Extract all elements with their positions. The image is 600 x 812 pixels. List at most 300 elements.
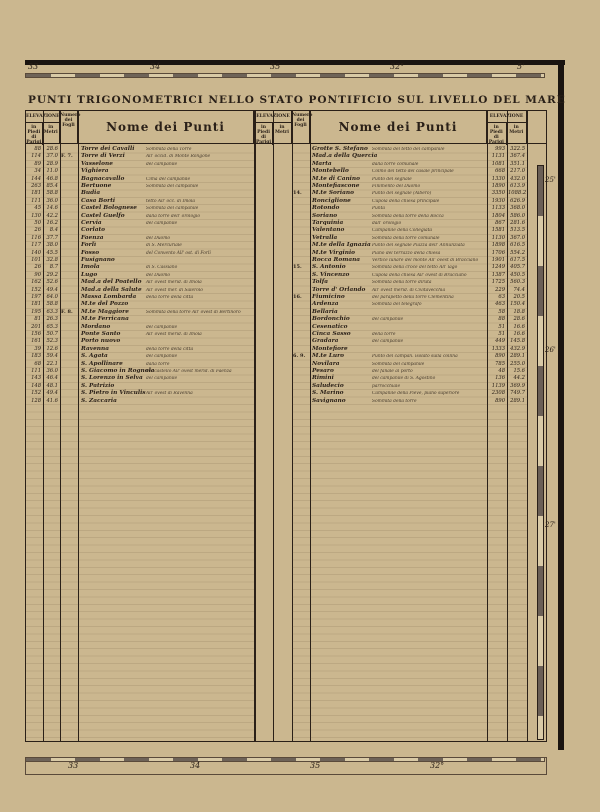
piedi-value: 1249 [491, 264, 505, 271]
metri-value: 749.7 [510, 390, 525, 397]
table-row [292, 375, 527, 382]
foglio-number: F. 7. [61, 153, 73, 160]
piedi-value: 143 [31, 375, 41, 382]
scale-label: 34 [150, 62, 161, 71]
piedi-value: 88 [498, 316, 505, 323]
metri-value: 513.5 [510, 227, 525, 234]
point-name: Saludecio [312, 382, 344, 389]
point-name: Torre d' Orlando [312, 286, 366, 293]
point-note: parrocchiale [372, 383, 401, 389]
metri-value: 49.4 [46, 390, 58, 397]
piedi-value: 162 [31, 279, 41, 286]
point-note: del campanile [372, 339, 404, 345]
table-row [292, 183, 527, 190]
point-name: S. Zaccaria [81, 397, 117, 404]
table-row [26, 183, 254, 190]
right-column-rows [292, 146, 527, 739]
metri-value: 281.6 [510, 220, 525, 226]
piedi-value: 1131 [491, 153, 505, 160]
table-row [26, 361, 254, 368]
point-name: Bordonchio [312, 316, 350, 323]
table-row [292, 153, 527, 160]
point-note: del Duomo [146, 235, 171, 241]
point-name: Bagnacavallo [81, 175, 125, 182]
table-row [26, 316, 254, 323]
metri-value: 42.2 [46, 212, 58, 219]
metri-value: 450.5 [510, 271, 525, 278]
point-note: All' ovest merid. di Imola [146, 280, 202, 286]
metri-value: 46.4 [46, 375, 58, 382]
table-row [26, 257, 254, 264]
metri-value: 369.9 [510, 382, 525, 389]
point-note: Punta [372, 206, 385, 212]
metri-value: 28.6 [513, 316, 525, 323]
table-row [26, 272, 254, 279]
point-note: Sommità della torre comunale [372, 235, 440, 241]
point-name: Rocca Romana [312, 257, 361, 263]
point-name: Montefiascone [312, 183, 360, 189]
piedi-value: 1706 [491, 249, 505, 256]
point-note: Sommità del campanile [146, 206, 199, 212]
piedi-value: 111 [31, 197, 41, 204]
point-name: Vetralla [312, 234, 338, 241]
table-row [292, 272, 527, 279]
table-row [292, 264, 527, 271]
point-name: Fosso [81, 249, 100, 256]
point-name: Torre di Verzi [81, 153, 125, 160]
piedi-value: 668 [495, 168, 505, 175]
point-name: Rotondo [312, 205, 340, 212]
point-name: Rimini [312, 375, 334, 382]
scale-label: 35 [270, 62, 281, 71]
point-name: M.te Ferricana [81, 316, 129, 323]
piedi-value: 140 [31, 249, 41, 256]
metri-value: 289.1 [510, 353, 525, 360]
table-row [292, 235, 527, 242]
point-name: Gradara [312, 338, 339, 345]
point-note: del parapetto della torre Clementina [372, 295, 454, 300]
table-row [292, 198, 527, 205]
table-header [26, 111, 546, 144]
metri-value: 8.4 [49, 227, 58, 234]
foglio-number: 15. [293, 264, 302, 271]
metri-value: 44.2 [513, 375, 525, 382]
piedi-value: 1133 [491, 205, 505, 212]
point-note: della torre [372, 332, 396, 337]
table-row [292, 361, 527, 368]
point-note: All' ovest di Ravenna [146, 391, 193, 397]
metri-value: 554.2 [510, 249, 525, 256]
piedi-value: 3350 [491, 190, 505, 197]
point-note: Vertice lunare del monte All' ovest di Bracciano [372, 258, 479, 263]
scale-label: 32° [430, 761, 445, 770]
point-note: Punto del segnale (Albero) [372, 191, 432, 197]
piedi-value: 68 [34, 360, 41, 367]
piedi-value: 152 [31, 286, 41, 293]
point-note: dalla torre [146, 361, 170, 367]
table-row [292, 294, 527, 301]
metri-value: 28.6 [46, 146, 58, 152]
piedi-value: 51 [498, 331, 505, 337]
piedi-value: 449 [495, 338, 505, 345]
table-row [292, 338, 527, 345]
piedi-value: 195 [31, 308, 41, 315]
point-note: dall' orologio [372, 221, 402, 226]
piedi-value: 867 [495, 220, 505, 226]
piedi-value: 144 [31, 175, 41, 182]
point-note: del campanile [146, 221, 178, 226]
point-name: Vasselone [81, 160, 113, 167]
piedi-value: 1130 [491, 234, 505, 241]
piedi-value: 58 [498, 308, 505, 315]
piedi-value: 263 [31, 183, 41, 189]
metri-value: 64.0 [46, 294, 58, 300]
point-note: dalla torre dell' orologio [146, 213, 200, 219]
piedi-value: 88 [34, 146, 41, 152]
metri-value: 65.3 [46, 323, 58, 330]
table-row [26, 398, 254, 405]
piedi-value: 39 [34, 345, 41, 352]
point-name: Fiumicino [312, 294, 345, 300]
table-row [292, 161, 527, 168]
point-note: Campanile della Collegiata [372, 228, 433, 234]
piedi-value: 81 [34, 316, 41, 323]
foglio-number: 14. [293, 190, 302, 197]
table-row [26, 375, 254, 382]
point-name: S. Agata [81, 353, 108, 360]
point-name: Cesenatico [312, 323, 348, 330]
piedi-value: 51 [498, 323, 505, 330]
point-name: M.te Maggiore [81, 308, 129, 315]
point-note: Sommità della torre [372, 398, 417, 404]
point-name: Ronciglione [312, 197, 351, 204]
point-name: Ponte Santo [81, 331, 121, 337]
piedi-value: 1890 [491, 183, 505, 189]
point-name: Tolfa [312, 279, 328, 286]
point-name: Forlì [81, 242, 97, 249]
scale-label: 34 [190, 761, 201, 770]
table-row [292, 279, 527, 286]
metri-value: 1088.2 [508, 190, 527, 197]
table-row [26, 294, 254, 301]
metri-value: 367.0 [510, 234, 525, 241]
margin-label: 25' [545, 176, 556, 184]
piedi-value: 1930 [491, 197, 505, 204]
piedi-value: 1139 [491, 382, 505, 389]
point-name: Vighiera [81, 168, 109, 175]
point-note: All' ovest merid. di Imola [146, 332, 202, 337]
point-note: del campanile [146, 324, 178, 330]
metri-value: 616.5 [510, 242, 525, 249]
point-name: Mordano [81, 323, 111, 330]
table-row [26, 309, 254, 316]
table-row [292, 287, 527, 294]
metri-value: 58.8 [46, 190, 58, 197]
metri-value: 74.4 [513, 286, 525, 293]
table-row [26, 287, 254, 294]
point-name: Montefiore [312, 345, 348, 352]
metri-value: 26.3 [46, 316, 58, 323]
point-name: S. Marino [312, 390, 344, 397]
table-row [26, 301, 254, 308]
point-note: Sommità del campanile [146, 184, 199, 189]
metri-value: 12.6 [46, 345, 58, 352]
point-note: del campanile [146, 354, 178, 360]
scale-label: 5' [517, 62, 525, 71]
table-row [292, 176, 527, 183]
table-row [26, 390, 254, 397]
point-note: di S. Cassiano [146, 265, 178, 271]
table-row [292, 353, 527, 360]
table-row [26, 324, 254, 331]
foglio-number: 16. [293, 294, 302, 300]
piedi-value: 1387 [491, 271, 505, 278]
point-note: del fanale al porto [372, 369, 413, 374]
piedi-value: 128 [31, 397, 41, 404]
point-name: Casa Borti [81, 197, 116, 204]
point-name: Porto nuovo [81, 338, 121, 345]
metri-value: 52.6 [46, 279, 58, 286]
piedi-value: 111 [31, 368, 41, 374]
metri-value: 586.0 [510, 212, 525, 219]
point-note: del campanile [372, 317, 404, 323]
foglio-number: F. 8. [61, 308, 73, 315]
metri-value: 432.0 [510, 175, 525, 182]
metri-value: 45.5 [46, 249, 58, 256]
table-row [26, 227, 254, 234]
metri-value: 11.0 [46, 168, 58, 175]
piedi-value: 130 [31, 212, 41, 219]
point-note: Punto del segnale Piazza dell' Annunziata [372, 243, 465, 249]
header-elevazione: ELEVAZIONE in Piedi di Parigi in Metri [255, 111, 292, 144]
metri-value: 63.3 [46, 308, 58, 315]
point-name: M.te della Ignazia [312, 242, 371, 249]
point-name: Lugo [81, 271, 98, 278]
point-note: di S. Mercuriale [146, 243, 182, 249]
point-note: Cupola della chiesa All' ovest di Bracciano [372, 272, 467, 278]
piedi-value: 114 [31, 153, 41, 160]
metri-value: 48.1 [46, 382, 58, 389]
metri-value: 29.2 [46, 271, 58, 278]
point-name: M.te Soriano [312, 190, 354, 197]
table-row [26, 213, 254, 220]
piedi-value: 26 [34, 264, 41, 271]
point-name: Ravenna [81, 345, 109, 352]
point-note: Punto del segnale [372, 176, 412, 182]
metri-value: 52.3 [46, 338, 58, 345]
point-note: Campanile della Pieve, piano superiore [372, 391, 460, 397]
point-name: S. Lorenzo in Selva [81, 375, 143, 382]
metri-value: 16.2 [46, 220, 58, 226]
header-elevazione: ELEVAZIONE in Piedi di Parigi in Metri [26, 111, 60, 144]
point-name: Mad.a della Salute [81, 286, 142, 293]
metri-value: 32.8 [46, 257, 58, 263]
point-note: Colmo del tetto del casale principale [372, 169, 454, 175]
metri-value: 28.9 [46, 160, 58, 167]
point-name: Valentano [312, 227, 345, 234]
piedi-value: 117 [31, 242, 41, 249]
margin-scale-strip [537, 165, 544, 740]
scale-label: 33 [28, 62, 39, 71]
point-note: Punto del campan. isolato sulla collina [372, 354, 458, 360]
metri-value: 16.6 [513, 323, 525, 330]
metri-value: 85.4 [46, 183, 58, 189]
scale-label: 32° [390, 62, 405, 71]
metri-value: 41.6 [46, 397, 58, 404]
point-note: All' occid. di Monte Rongone [146, 154, 211, 160]
left-column-rows [26, 146, 254, 739]
point-note: Sommità del campanile [372, 361, 425, 367]
piedi-value: 463 [495, 301, 505, 308]
margin-label: 27' [545, 521, 556, 529]
metri-value: 367.4 [510, 153, 525, 160]
piedi-value: 148 [31, 382, 41, 389]
table-row [26, 198, 254, 205]
point-note: Sommità della torre della Rocca [372, 213, 444, 219]
piedi-value: 45 [34, 205, 41, 212]
piedi-value: 1581 [491, 227, 505, 234]
point-name: Ardenza [312, 301, 339, 308]
point-name: S. Vincenzo [312, 271, 350, 278]
point-name: Montebello [312, 168, 349, 175]
piedi-value: 161 [31, 338, 41, 345]
piedi-value: 101 [31, 257, 41, 263]
table-row [26, 242, 254, 249]
table-row [26, 264, 254, 271]
piedi-value: 34 [34, 168, 41, 175]
table-row [292, 390, 527, 397]
metri-value: 22.1 [46, 360, 58, 367]
metri-value: 16.6 [513, 331, 525, 337]
table-row [292, 146, 527, 153]
table-row [292, 309, 527, 316]
elevation-table [25, 110, 547, 742]
metri-value: 20.5 [513, 294, 525, 300]
point-name: Savignano [312, 397, 346, 404]
table-row [26, 205, 254, 212]
table-row [26, 353, 254, 360]
metri-value: 351.1 [510, 160, 525, 167]
point-name: Corlato [81, 227, 106, 234]
table-row [26, 190, 254, 197]
piedi-value: 181 [31, 190, 41, 197]
point-name: M.te del Pozzo [81, 301, 129, 308]
metri-value: 289.1 [510, 397, 525, 404]
point-note: Sommità della Torre [146, 147, 192, 152]
point-name: Mad.a della Quercia [312, 153, 378, 160]
table-row [26, 146, 254, 153]
metri-value: 18.8 [513, 308, 525, 315]
piedi-value: 181 [31, 301, 41, 308]
table-row [292, 227, 527, 234]
table-row [292, 250, 527, 257]
piedi-value: 1725 [491, 279, 505, 286]
point-name: Cervia [81, 220, 102, 226]
point-name: Mad.a del Poatello [81, 279, 142, 286]
metri-value: 36.0 [46, 197, 58, 204]
point-note: Cima del campanile [146, 176, 191, 182]
point-note: del campanile [146, 161, 178, 167]
piedi-value: 197 [31, 294, 41, 300]
table-row [26, 161, 254, 168]
metri-value: 145.8 [510, 338, 525, 345]
metri-value: 38.0 [46, 242, 58, 249]
table-row [26, 220, 254, 227]
metri-value: 368.0 [510, 205, 525, 212]
point-note: All' ovest mer. di Salerolo [146, 287, 203, 293]
metri-value: 217.0 [510, 168, 525, 175]
table-row [292, 205, 527, 212]
point-name: Cinca Sasso [312, 331, 351, 337]
piedi-value: 890 [495, 397, 505, 404]
point-name: Bellaria [312, 308, 338, 315]
table-row [26, 153, 254, 160]
piedi-value: 63 [498, 294, 505, 300]
point-name: Faenza [81, 234, 104, 241]
table-row [26, 168, 254, 175]
point-note: Sommità del tetto del campanile [372, 147, 445, 152]
point-note: Sommità della torre diruta [372, 280, 432, 286]
table-row [26, 176, 254, 183]
header-elevazione: ELEVAZIONE in Piedi di Parigi in Metri [487, 111, 527, 144]
piedi-value: 1330 [491, 175, 505, 182]
metri-value: 58.8 [46, 301, 58, 308]
metri-value: 49.4 [46, 286, 58, 293]
scale-label: 33 [68, 761, 79, 770]
piedi-value: 1804 [491, 212, 505, 219]
piedi-value: 136 [495, 375, 505, 382]
table-row [292, 168, 527, 175]
metri-value: 37.7 [46, 234, 58, 241]
table-row [26, 383, 254, 390]
point-name: Marta [312, 160, 332, 167]
metri-value: 613.9 [510, 183, 525, 189]
point-name: Castel Guelfo [81, 212, 125, 219]
table-row [292, 398, 527, 405]
metri-value: 255.0 [510, 360, 525, 367]
piedi-value: 116 [31, 234, 41, 241]
point-name: Budia [81, 190, 101, 197]
table-row [26, 250, 254, 257]
point-note: della torre della città [146, 295, 194, 300]
point-note: All' ovest merid. di Civitavecchia [372, 287, 446, 293]
point-note: della torre della città [146, 346, 194, 352]
point-note: dalla torre comunale [372, 161, 419, 167]
header-fogli: Numero dei Fogli [60, 111, 78, 144]
point-name: S. Giacomo in Rognola [81, 368, 155, 374]
piedi-value: 183 [31, 353, 41, 360]
piedi-value: 1333 [491, 345, 505, 352]
piedi-value: 50 [34, 220, 41, 226]
table-row [26, 235, 254, 242]
table-row [292, 257, 527, 264]
point-note: Cupola della chiesa principale [372, 198, 440, 204]
frame-border-top [25, 60, 565, 65]
piedi-value: 26 [34, 227, 41, 234]
table-row [292, 220, 527, 227]
piedi-value: 785 [495, 360, 505, 367]
table-row [292, 368, 527, 375]
point-note: Sommità del telegrafo [372, 302, 422, 308]
point-note: del Convento All' ost. di Forlì [146, 250, 211, 256]
table-row [292, 190, 527, 197]
piedi-value: 89 [34, 160, 41, 167]
metri-value: 405.7 [510, 264, 525, 271]
metri-value: 626.9 [510, 197, 525, 204]
point-name: Massa Lombarda [81, 294, 137, 300]
piedi-value: 1901 [491, 257, 505, 263]
point-note: del campanile di S. Agostino [372, 376, 436, 382]
